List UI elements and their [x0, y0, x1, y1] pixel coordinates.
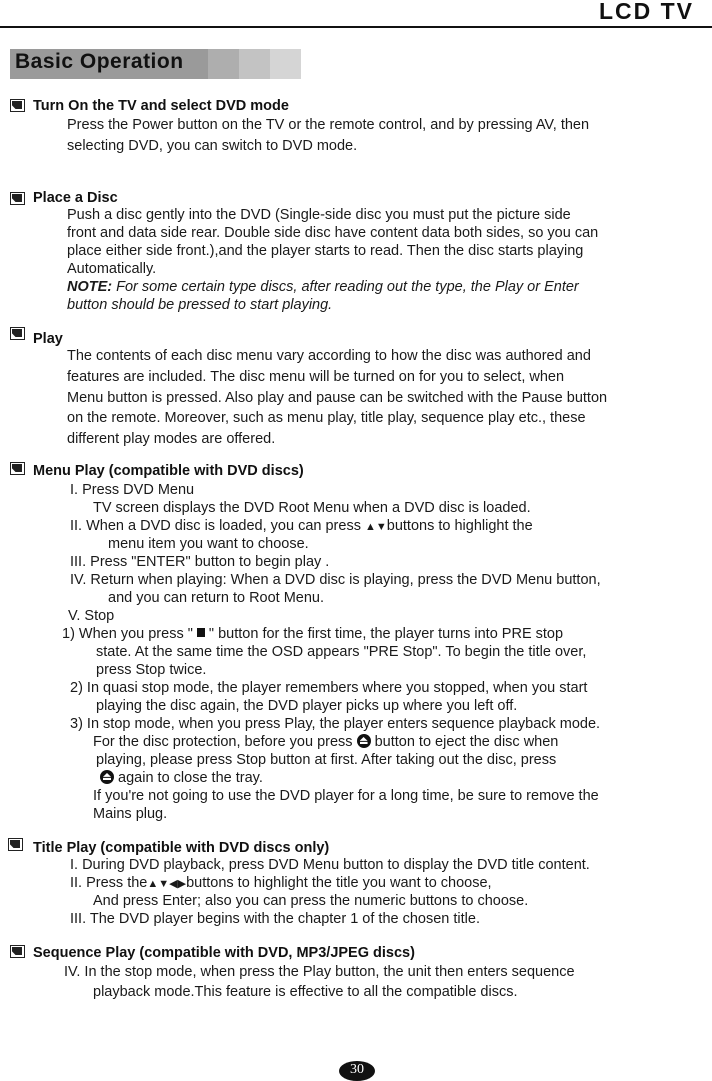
four-way-arrows-icon: ▲▼◀▶: [147, 878, 187, 890]
heading-turn-on: Turn On the TV and select DVD mode: [33, 98, 289, 114]
text-line: place either side front.),and the player starts to read. Then the disc starts playing: [67, 243, 584, 259]
text-line: The contents of each disc menu vary according to how the disc was authored and: [67, 348, 591, 364]
text-segment: For the disc protection, before you press: [93, 734, 357, 750]
text-line: If you're not going to use the DVD player for a long time, be sure to remove the: [93, 788, 599, 804]
note-line: [67, 279, 579, 295]
up-down-arrows-icon: ▲▼: [364, 521, 387, 533]
text-segment: again to close the tray.: [114, 770, 263, 786]
text-line: 2) In quasi stop mode, the player remembers where you stopped, when you start: [70, 680, 588, 696]
banner-title: Basic Operation: [15, 50, 184, 73]
text-line: Menu button is pressed. Also play and pause can be switched with the Pause button: [67, 390, 608, 406]
text-line: and you can return to Root Menu.: [108, 590, 325, 606]
text-line: on the remote. Moreover, such as menu play, title play, sequence play etc., these: [67, 410, 586, 426]
heading-place-disc: Place a Disc: [33, 190, 118, 206]
text-segment: II. Press the: [70, 875, 148, 891]
text-line: And press Enter; also you can press the numeric buttons to choose.: [93, 893, 529, 909]
note-text: For some certain type discs, after reading out the type, the Play or Enter: [112, 279, 579, 295]
text-line: front and data side rear. Double side disc have content data both sides, so you can: [67, 225, 599, 241]
text-line: state. At the same time the OSD appears "PRE Stop". To begin the title over,: [96, 644, 587, 660]
eject-icon: [357, 734, 371, 748]
text-segment: 1) When you press ": [62, 626, 197, 642]
text-segment: buttons to highlight the title you want to choose,: [186, 875, 492, 891]
text-line: playing the disc again, the DVD player picks up where you left off.: [96, 698, 518, 714]
text-line: [93, 734, 558, 750]
section-bullet-icon: [10, 192, 25, 205]
section-bullet-icon: [8, 838, 23, 851]
text-line: playback mode.This feature is effective to all the compatible discs.: [93, 984, 518, 1000]
text-line: I. Press DVD Menu: [70, 482, 195, 498]
note-line: button should be pressed to start playing.: [67, 297, 333, 313]
heading-title-play: Title Play (compatible with DVD discs only): [33, 840, 330, 856]
banner-block: [270, 49, 301, 79]
text-line: IV. Return when playing: When a DVD disc is playing, press the DVD Menu button,: [70, 572, 601, 588]
heading-sequence-play: Sequence Play (compatible with DVD, MP3/JPEG discs): [33, 945, 415, 961]
section-bullet-icon: [10, 327, 25, 340]
text-line: different play modes are offered.: [67, 431, 276, 447]
heading-play: Play: [33, 331, 63, 347]
section-bullet-icon: [10, 99, 25, 112]
text-segment: button to eject the disc when: [370, 734, 559, 750]
header-rule: [0, 26, 712, 28]
text-line: V. Stop: [68, 608, 115, 624]
text-line: TV screen displays the DVD Root Menu when a DVD disc is loaded.: [93, 500, 531, 516]
text-line: menu item you want to choose.: [108, 536, 309, 552]
text-segment: " button for the first time, the player turns into PRE stop: [204, 626, 564, 642]
heading-menu-play: Menu Play (compatible with DVD discs): [33, 463, 304, 479]
text-line: press Stop twice.: [96, 662, 207, 678]
text-line: playing, please press Stop button at first. After taking out the disc, press: [96, 752, 557, 768]
text-line: Push a disc gently into the DVD (Single-side disc you must put the picture side: [67, 207, 571, 223]
text-line: features are included. The disc menu will be turned on for you to select, when: [67, 369, 565, 385]
text-line: IV. In the stop mode, when press the Play button, the unit then enters sequence: [64, 964, 575, 980]
text-segment: II. When a DVD disc is loaded, you can press: [70, 518, 365, 534]
text-line: III. Press "ENTER" button to begin play .: [70, 554, 330, 570]
section-bullet-icon: [10, 462, 25, 475]
page-number: 30: [350, 1062, 364, 1077]
banner-block: [239, 49, 270, 79]
text-line: 3) In stop mode, when you press Play, the player enters sequence playback mode.: [70, 716, 601, 732]
text-line: I. During DVD playback, press DVD Menu button to display the DVD title content.: [70, 857, 590, 873]
text-line: III. The DVD player begins with the chapter 1 of the chosen title.: [70, 911, 480, 927]
text-line: selecting DVD, you can switch to DVD mode.: [67, 138, 358, 154]
text-line: Automatically.: [67, 261, 157, 277]
text-segment: buttons to highlight the: [386, 518, 533, 534]
text-line: [100, 770, 263, 786]
text-line: [62, 626, 563, 642]
text-line: [70, 518, 533, 534]
stop-icon: [197, 628, 205, 637]
text-line: Press the Power button on the TV or the remote control, and by pressing AV, then: [67, 117, 590, 133]
document-title: LCD TV: [598, 0, 694, 24]
eject-icon: [100, 770, 114, 784]
text-line: [70, 875, 492, 891]
note-label: NOTE:: [67, 279, 113, 295]
banner-block: [208, 49, 239, 79]
text-line: Mains plug.: [93, 806, 168, 822]
section-bullet-icon: [10, 945, 25, 958]
